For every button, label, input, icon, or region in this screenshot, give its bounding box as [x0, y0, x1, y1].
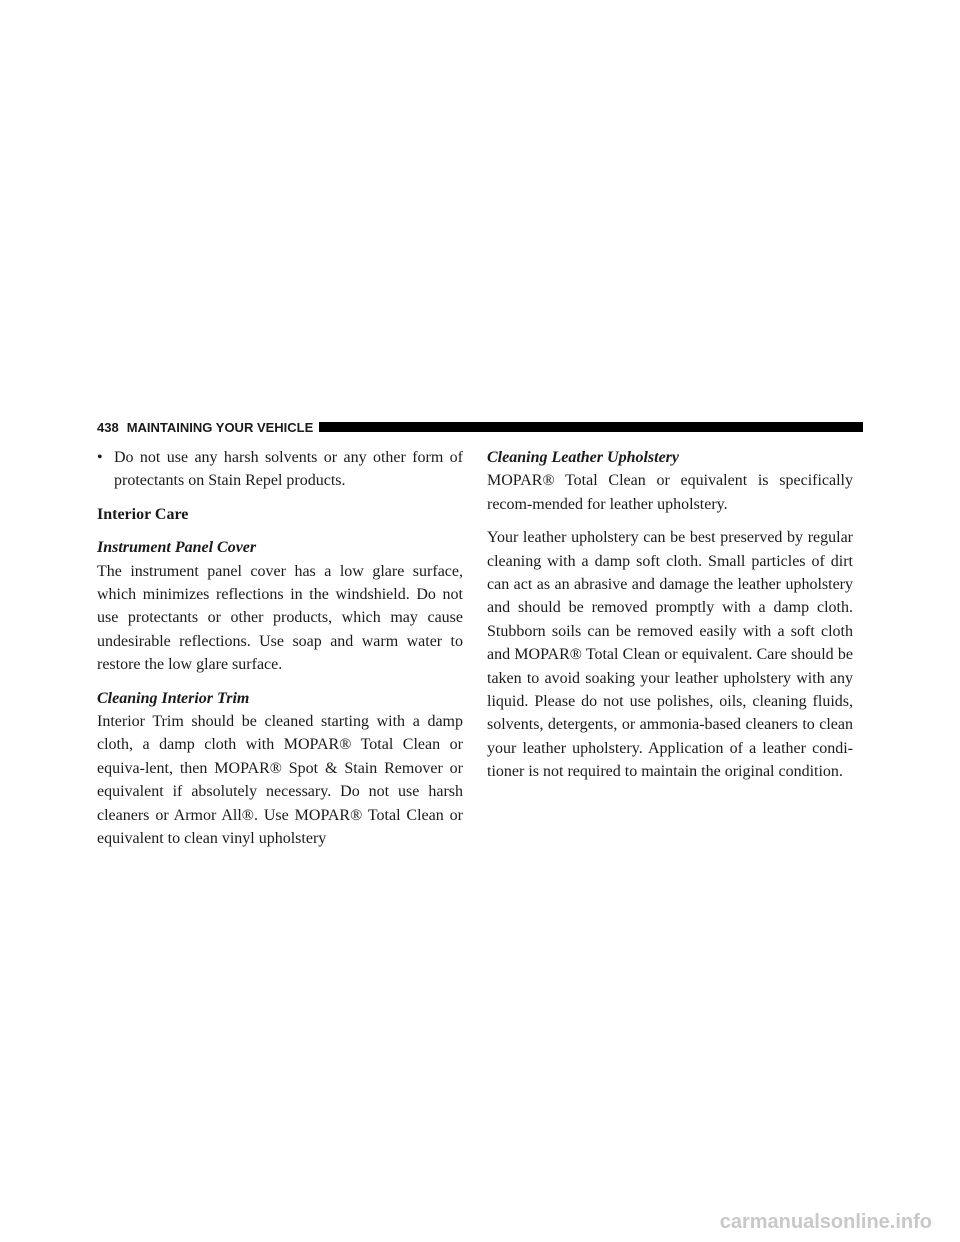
interior-care-heading: Interior Care: [97, 505, 189, 523]
section-title: MAINTAINING YOUR VEHICLE: [126, 419, 314, 435]
instrument-panel-heading: Instrument Panel Cover: [97, 539, 257, 557]
leather-heading: Cleaning Leather Upholstery: [487, 449, 680, 466]
page-number: 438: [97, 419, 119, 435]
header-rule: [319, 422, 863, 432]
bullet-text: Do not use any harsh solvents or any other form of protectants on Stain Repel products.: [114, 449, 463, 490]
leather-care-text: Your leather upholstery can be best preserved by regular cleaning with a damp soft cloth. Small particles of dirt can act as an abrasive and damage the leather upholstery and should be removed promptly with a damp cloth. Stubborn soils can be removed easily with a soft cloth and MOPAR® Total Clean or equivalent. Care should be taken to avoid soaking your leather upholstery with any liquid. Please do not use polishes, oils, cleaning fluids, solvents, detergents, or ammonia-based cleaners to clean your leather upholstery. Application of a leather condi-tioner is not required to maintain the original condition.: [487, 529, 853, 781]
interior-trim-heading: Cleaning Interior Trim: [97, 689, 250, 707]
interior-trim-text: Interior Trim should be cleaned starting with a damp cloth, a damp cloth with MOPAR® Total Clean or equiva-lent, then MOPAR® Spot & Stain Remover or equivalent if absolutely necessary. Do not use harsh cleaners or Armor All®. Use MOPAR® Total Clean or equivalent to clean vinyl upholstery: [97, 713, 463, 848]
instrument-panel-text: The instrument panel cover has a low glare surface, which minimizes reflections in the windshield. Do not use protectants or other products, which may cause undesirable reflections. Use soap and warm water to restore the low glare surface.: [97, 562, 463, 674]
bullet-icon: •: [97, 449, 103, 466]
left-column: [97, 446, 463, 851]
right-column: [487, 446, 853, 784]
page-header: [97, 419, 863, 435]
watermark: carmanualsonline.info: [719, 1211, 932, 1233]
bullet-item: [97, 446, 463, 493]
leather-intro: MOPAR® Total Clean or equivalent is specifically recom-mended for leather upholstery.: [487, 472, 853, 513]
